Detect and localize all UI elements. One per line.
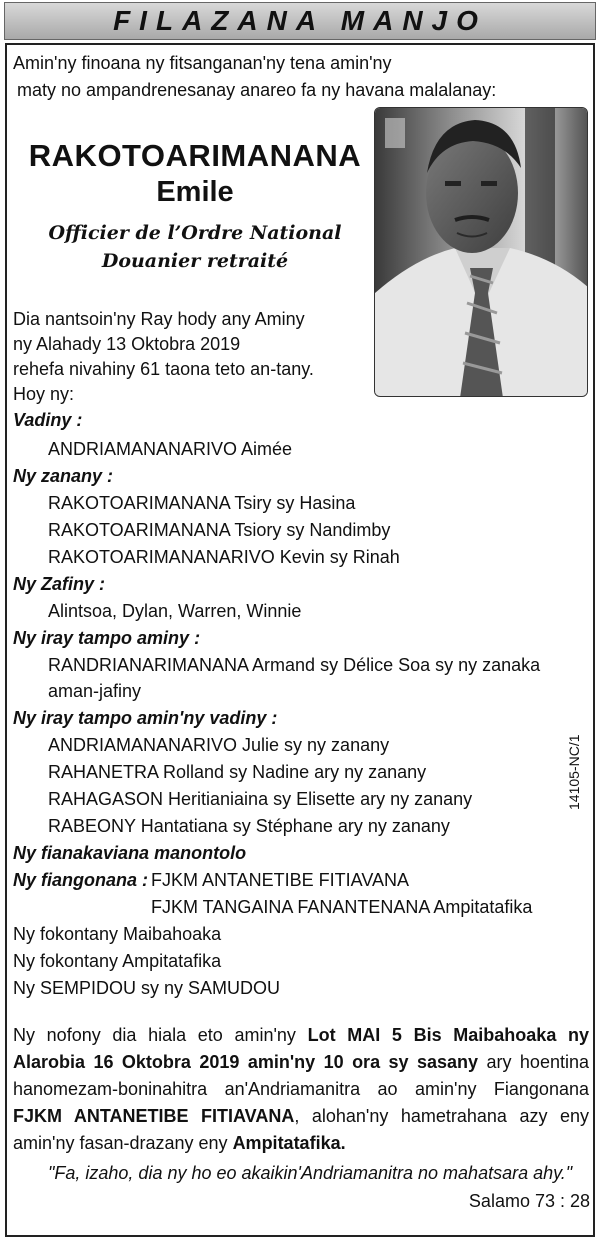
funeral-location-date: Lot MAI 5 Bis Maibahoaka ny Alarobia 16 Oktobra 2019 amin'ny 10 ora sy sasany	[13, 1025, 589, 1072]
child-item: RAKOTOARIMANANA Tsiry sy Hasina	[48, 493, 356, 513]
inlaw-item: ANDRIAMANANARIVO Julie sy ny zanany	[48, 735, 390, 755]
siblings-line-2: aman-jafiny	[48, 681, 142, 701]
church-label: Ny fiangonana :	[13, 870, 149, 890]
portrait-photo	[374, 107, 588, 397]
death-line-4: Hoy ny:	[13, 384, 75, 404]
grandchildren-names: Alintsoa, Dylan, Warren, Winnie	[48, 601, 302, 621]
inlaw-item: RAHAGASON Heritianiaina sy Elisette ary ny zanany	[48, 789, 473, 809]
funeral-text-2: ary hoentina hanomezam-boninahitra an'Andriamanitra ao amin'ny Fiangonana	[13, 1052, 589, 1099]
child-item: RAKOTOARIMANANARIVO Kevin sy Rinah	[48, 547, 400, 567]
spouse-name: ANDRIAMANANARIVO Aimée	[48, 439, 293, 459]
church-line-2: FJKM TANGAINA FANANTENANA Ampitatafika	[151, 897, 533, 917]
reference-code: 14105-NC/1	[566, 734, 582, 810]
intro-line-1: Amin'ny finoana ny fitsanganan'ny tena amin'ny	[13, 53, 392, 73]
inlaw-item: RAHANETRA Rolland sy Nadine ary ny zanany	[48, 762, 427, 782]
funeral-text-3: , alohan'ny hametrahana azy eny amin'ny fasan-drazany eny	[13, 1106, 589, 1153]
deceased-title-2: Douanier retraité	[101, 250, 289, 272]
extended-family: Ny fianakaviana manontolo	[13, 843, 247, 863]
child-item: RAKOTOARIMANANA Tsiory sy Nandimby	[48, 520, 391, 540]
deceased-firstname: Emile	[156, 176, 234, 208]
funeral-church: FJKM ANTANETIBE FITIAVANA	[13, 1106, 295, 1126]
siblings-line-1: RANDRIANARIMANANA Armand sy Délice Soa sy ny zanaka	[48, 655, 541, 675]
death-line-2: ny Alahady 13 Oktobra 2019	[13, 334, 241, 354]
grandchildren-label: Ny Zafiny :	[13, 574, 106, 594]
intro-line-2: maty no ampandrenesanay anareo fa ny havana malalanay:	[17, 80, 497, 100]
inlaws-label: Ny iray tampo amin'ny vadiny :	[13, 708, 278, 728]
header-bar	[4, 2, 596, 40]
header-title: FILAZANA MANJO	[113, 5, 487, 36]
deceased-surname: RAKOTOARIMANANA	[28, 138, 362, 173]
siblings-label: Ny iray tampo aminy :	[13, 628, 201, 648]
portrait-image	[375, 108, 588, 397]
funeral-paragraph	[13, 1022, 589, 1157]
inlaw-item: RABEONY Hantatiana sy Stéphane ary ny zanany	[48, 816, 450, 836]
funeral-text-1: Ny nofony dia hiala eto amin'ny	[13, 1025, 308, 1045]
other-item: Ny fokontany Ampitatafika	[13, 951, 222, 971]
funeral-burial-place: Ampitatafika.	[232, 1133, 346, 1153]
other-item: Ny SEMPIDOU sy ny SAMUDOU	[13, 978, 281, 998]
bible-reference: Salamo 73 : 28	[468, 1191, 590, 1211]
other-item: Ny fokontany Maibahoaka	[13, 924, 222, 944]
bible-quote: "Fa, izaho, dia ny ho eo akaikin'Andriamanitra no mahatsara ahy."	[48, 1163, 573, 1183]
death-line-3: rehefa nivahiny 61 taona teto an-tany.	[13, 359, 314, 379]
deceased-title-1: Officier de l’Ordre National	[48, 222, 342, 244]
children-label: Ny zanany :	[13, 466, 114, 486]
spouse-label: Vadiny :	[13, 410, 83, 430]
death-line-1: Dia nantsoin'ny Ray hody any Aminy	[13, 309, 305, 329]
church-line-1: FJKM ANTANETIBE FITIAVANA	[151, 870, 410, 890]
